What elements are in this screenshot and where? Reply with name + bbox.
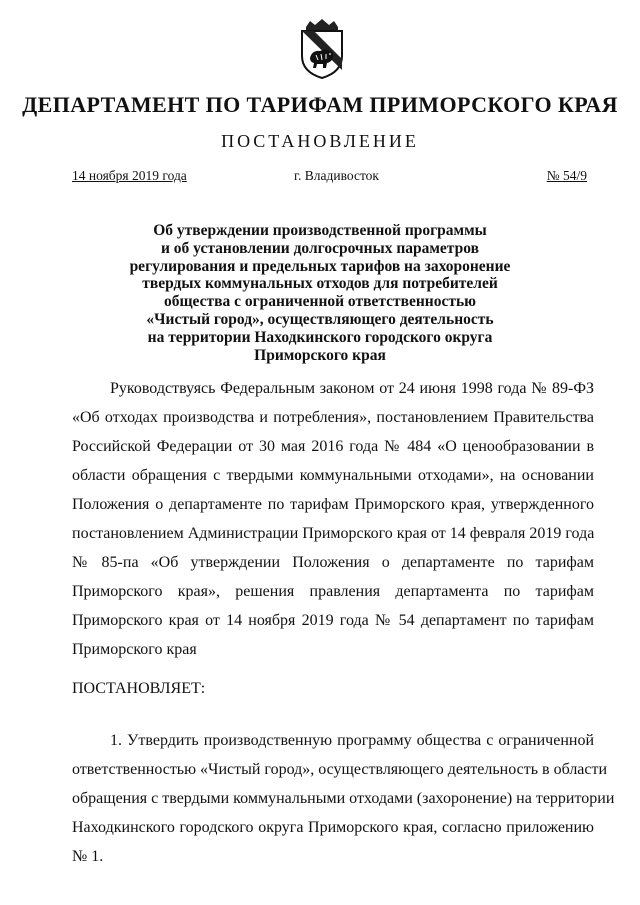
paragraph-line: Приморского края от 14 ноября 2019 года № 54 департамент по тарифам [72, 612, 594, 629]
subject-line: Об утверждении производственной программы [153, 222, 487, 239]
subject-line: регулирования и предельных тарифов на захоронение [129, 257, 511, 275]
primorsky-krai-coat-of-arms-icon [296, 18, 348, 80]
paragraph-line: Приморского края», решения правления департамента по тарифам [72, 583, 594, 600]
paragraph-line: 1. Утвердить производственную программу общества с ограниченной [110, 732, 594, 749]
paragraph-line: обращения с твердыми коммунальными отходами (захоронение) на территории [72, 790, 615, 807]
paragraph-line: ответственностью «Чистый город», осуществляющего деятельность в области [72, 761, 608, 778]
paragraph-line: Положения о департаменте по тарифам Приморского края, утвержденного [72, 496, 594, 513]
paragraph-line: «Об отходах производства и потребления», постановлением Правительства [72, 409, 594, 426]
decree-word: ПОСТАНОВЛЯЕТ: [72, 680, 206, 697]
document-number: № 54/9 [546, 168, 587, 183]
subject-line: Приморского края [254, 346, 386, 364]
department-title: ДЕПАРТАМЕНТ ПО ТАРИФАМ ПРИМОРСКОГО КРАЯ [22, 92, 618, 117]
paragraph-line: Российской Федерации от 30 мая 2016 года № 484 «О ценообразовании в [72, 438, 594, 455]
paragraph-line: области обращения с твердыми коммунальными отходами», на основании [72, 467, 594, 484]
subject-line: общества с ограниченной ответственностью [163, 293, 477, 311]
subject-line: «Чистый город», осуществляющего деятельность [146, 310, 494, 328]
preamble-paragraph [72, 374, 594, 664]
paragraph-line: № 1. [72, 848, 104, 865]
subject-line: твердых коммунальных отходов для потребителей [142, 275, 498, 293]
document-city: г. Владивосток [294, 168, 379, 183]
paragraph-line: Руководствуясь Федеральным законом от 24 июня 1998 года № 89-ФЗ [110, 380, 594, 397]
document-meta [72, 168, 587, 188]
document-date: 14 ноября 2019 года [72, 168, 187, 183]
decree-item-1 [72, 726, 615, 871]
document-type: ПОСТАНОВЛЕНИЕ [221, 131, 419, 151]
paragraph-line: № 85-па «Об утверждении Положения о департаменте по тарифам [72, 554, 594, 571]
subject-line: на территории Находкинского городского округа [147, 328, 493, 346]
document-subject [100, 222, 540, 364]
paragraph-line: Приморского края [72, 641, 197, 658]
paragraph-line: постановлением Администрации Приморского края от 14 февраля 2019 года [72, 525, 595, 542]
paragraph-line: Находкинского городского округа Приморского края, согласно приложению [72, 819, 594, 836]
subject-line: и об установлении долгосрочных параметров [161, 239, 479, 257]
